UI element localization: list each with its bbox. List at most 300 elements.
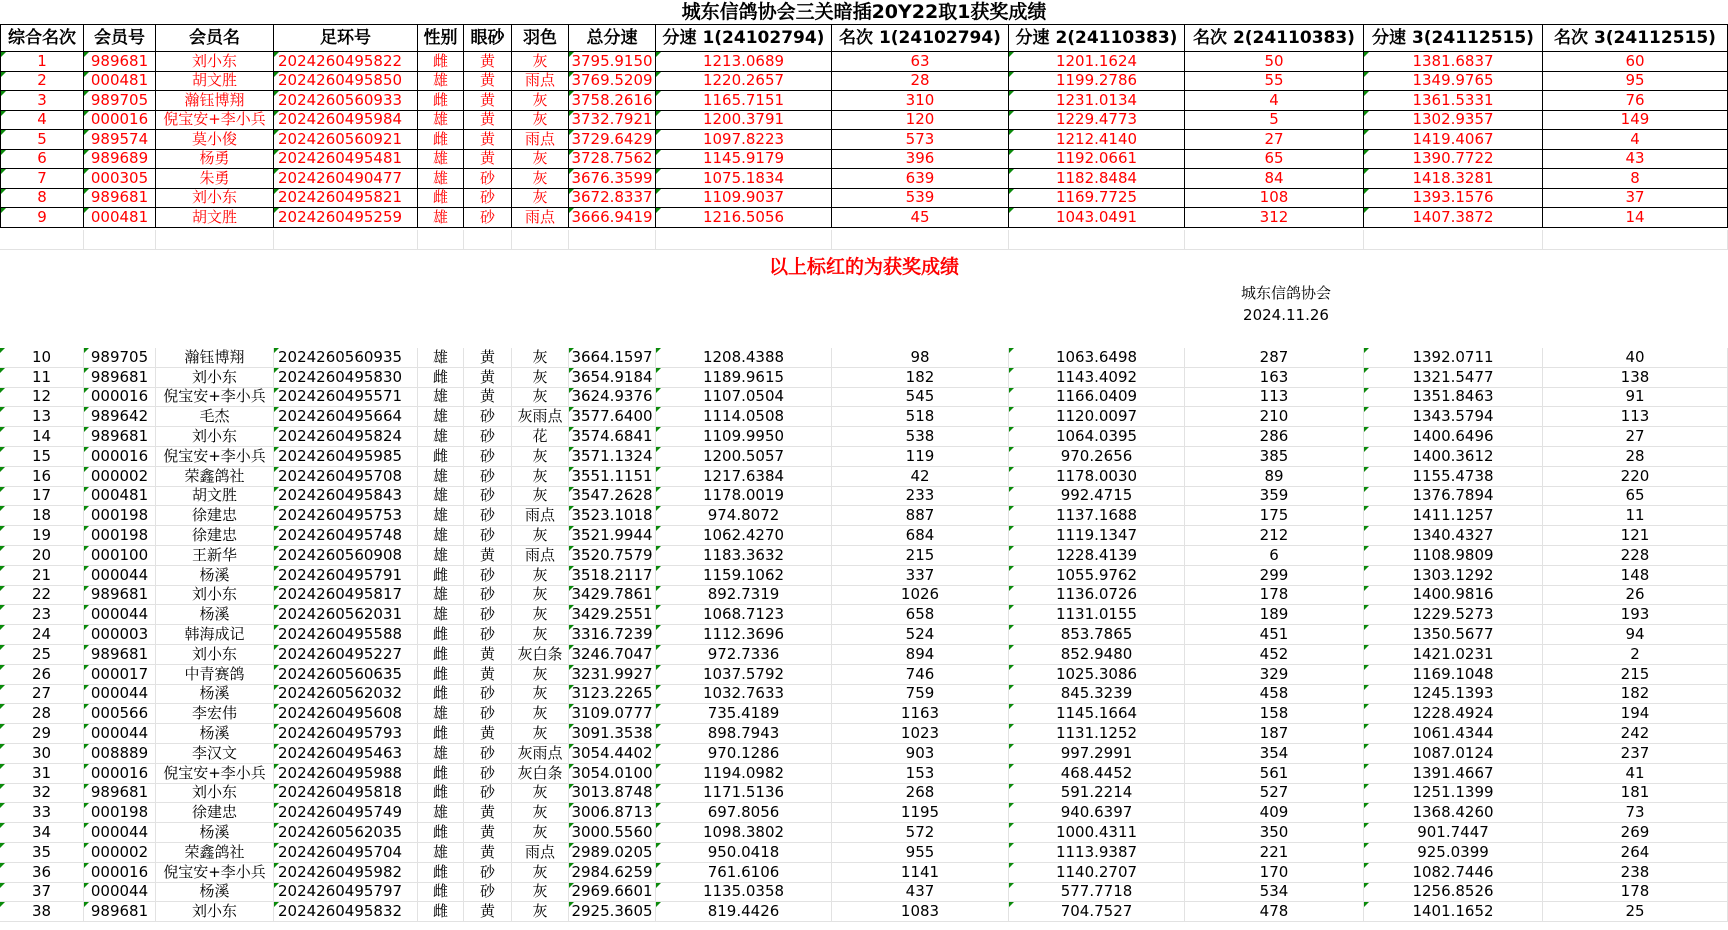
rank-1-cell[interactable]: 28 bbox=[832, 72, 1009, 92]
member-id-cell[interactable]: 000305 bbox=[84, 169, 156, 189]
rank-1-cell[interactable]: 310 bbox=[832, 91, 1009, 111]
rank-3-cell[interactable]: 193 bbox=[1543, 605, 1728, 625]
rank-1-cell[interactable]: 955 bbox=[832, 843, 1009, 863]
rank-1-cell[interactable]: 98 bbox=[832, 348, 1009, 368]
member-id-cell[interactable]: 000002 bbox=[84, 843, 156, 863]
total-speed-cell[interactable]: 3006.8713 bbox=[569, 803, 656, 823]
feather-color-cell[interactable]: 灰 bbox=[512, 724, 569, 744]
total-speed-cell[interactable]: 3676.3599 bbox=[569, 169, 656, 189]
feather-color-cell[interactable]: 雨点 bbox=[512, 72, 569, 92]
member-name-cell[interactable]: 李宏伟 bbox=[156, 704, 274, 724]
rank-1-cell[interactable]: 903 bbox=[832, 744, 1009, 764]
feather-color-cell[interactable]: 灰 bbox=[512, 823, 569, 843]
sex-cell[interactable]: 雌 bbox=[418, 883, 464, 903]
ring-number-cell[interactable]: 2024260560935 bbox=[274, 348, 418, 368]
sex-header[interactable]: 性别 bbox=[418, 24, 464, 52]
ring-number-cell[interactable]: 2024260562031 bbox=[274, 605, 418, 625]
rank-1-cell[interactable]: 437 bbox=[832, 883, 1009, 903]
total-speed-cell[interactable]: 3758.2616 bbox=[569, 91, 656, 111]
overall-rank-cell[interactable]: 17 bbox=[0, 487, 84, 507]
speed-1-cell[interactable]: 1032.7633 bbox=[656, 685, 832, 705]
member-name-cell[interactable]: 刘小东 bbox=[156, 645, 274, 665]
speed-1-cell[interactable]: 950.0418 bbox=[656, 843, 832, 863]
rank-2-cell[interactable]: 451 bbox=[1185, 625, 1364, 645]
sex-cell[interactable]: 雌 bbox=[418, 566, 464, 586]
eye-cell[interactable]: 黄 bbox=[464, 803, 512, 823]
empty-cell[interactable] bbox=[274, 230, 418, 250]
speed-3-cell[interactable]: 1418.3281 bbox=[1364, 169, 1543, 189]
member-name-cell[interactable]: 瀚钰博翔 bbox=[156, 348, 274, 368]
rank-1-cell[interactable]: 658 bbox=[832, 605, 1009, 625]
speed-2-cell[interactable]: 1131.0155 bbox=[1009, 605, 1185, 625]
eye-cell[interactable]: 砂 bbox=[464, 566, 512, 586]
total-speed-cell[interactable]: 2989.0205 bbox=[569, 843, 656, 863]
overall-rank-cell[interactable]: 22 bbox=[0, 586, 84, 606]
speed-2-cell[interactable]: 704.7527 bbox=[1009, 902, 1185, 922]
rank-2-cell[interactable]: 27 bbox=[1185, 130, 1364, 150]
sex-cell[interactable]: 雌 bbox=[418, 764, 464, 784]
total-speed-cell[interactable]: 3000.5560 bbox=[569, 823, 656, 843]
overall-rank-cell[interactable]: 37 bbox=[0, 883, 84, 903]
rank-3-cell[interactable]: 269 bbox=[1543, 823, 1728, 843]
ring-number-cell[interactable]: 2024260495463 bbox=[274, 744, 418, 764]
speed-2-cell[interactable]: 1228.4139 bbox=[1009, 546, 1185, 566]
overall-rank-cell[interactable]: 6 bbox=[0, 150, 84, 170]
speed-3-cell[interactable]: 1381.6837 bbox=[1364, 52, 1543, 72]
speed-1-cell[interactable]: 1068.7123 bbox=[656, 605, 832, 625]
eye-cell[interactable]: 黄 bbox=[464, 130, 512, 150]
speed-2-cell[interactable]: 1199.2786 bbox=[1009, 72, 1185, 92]
speed-2-cell[interactable]: 1000.4311 bbox=[1009, 823, 1185, 843]
rank-2-cell[interactable]: 385 bbox=[1185, 447, 1364, 467]
sex-cell[interactable]: 雌 bbox=[418, 902, 464, 922]
sex-cell[interactable]: 雄 bbox=[418, 169, 464, 189]
ring-number-cell[interactable]: 2024260560908 bbox=[274, 546, 418, 566]
member-id-cell[interactable]: 989681 bbox=[84, 902, 156, 922]
speed-3-cell[interactable]: 1349.9765 bbox=[1364, 72, 1543, 92]
rank-3-cell[interactable]: 181 bbox=[1543, 784, 1728, 804]
rank-1-cell[interactable]: 539 bbox=[832, 189, 1009, 209]
speed-1-cell[interactable]: 1114.0508 bbox=[656, 407, 832, 427]
total-speed-cell[interactable]: 2969.6601 bbox=[569, 883, 656, 903]
speed-1-cell[interactable]: 1112.3696 bbox=[656, 625, 832, 645]
speed-3-cell[interactable]: 1400.6496 bbox=[1364, 427, 1543, 447]
rank-2-cell[interactable]: 113 bbox=[1185, 388, 1364, 408]
rank-1-cell[interactable]: 887 bbox=[832, 506, 1009, 526]
ring-number-cell[interactable]: 2024260495850 bbox=[274, 72, 418, 92]
total-speed-cell[interactable]: 3013.8748 bbox=[569, 784, 656, 804]
member-name-cell[interactable]: 荣鑫鸽社 bbox=[156, 467, 274, 487]
overall-rank-cell[interactable]: 10 bbox=[0, 348, 84, 368]
rank-1-cell[interactable]: 120 bbox=[832, 111, 1009, 131]
rank-2-cell[interactable]: 6 bbox=[1185, 546, 1364, 566]
speed-3-cell[interactable]: 1400.3612 bbox=[1364, 447, 1543, 467]
speed-3-cell[interactable]: 1155.4738 bbox=[1364, 467, 1543, 487]
member-id-cell[interactable]: 000481 bbox=[84, 72, 156, 92]
member-id-cell[interactable]: 000044 bbox=[84, 883, 156, 903]
ring-number-cell[interactable]: 2024260495664 bbox=[274, 407, 418, 427]
rank-2-cell[interactable]: 210 bbox=[1185, 407, 1364, 427]
member-id-cell[interactable]: 000002 bbox=[84, 467, 156, 487]
feather-color-cell[interactable]: 雨点 bbox=[512, 208, 569, 228]
member-id-cell[interactable]: 000016 bbox=[84, 764, 156, 784]
member-name-cell[interactable]: 刘小东 bbox=[156, 368, 274, 388]
rank-3-cell[interactable]: 215 bbox=[1543, 665, 1728, 685]
sex-cell[interactable]: 雌 bbox=[418, 130, 464, 150]
rank-1-cell[interactable]: 119 bbox=[832, 447, 1009, 467]
speed-2-cell[interactable]: 1025.3086 bbox=[1009, 665, 1185, 685]
rank-3-cell[interactable]: 73 bbox=[1543, 803, 1728, 823]
rank-1-cell[interactable]: 684 bbox=[832, 526, 1009, 546]
feather-color-cell[interactable]: 灰 bbox=[512, 91, 569, 111]
rank-3-cell[interactable]: 238 bbox=[1543, 863, 1728, 883]
ring-number-cell[interactable]: 2024260495753 bbox=[274, 506, 418, 526]
rank-2-cell[interactable]: 286 bbox=[1185, 427, 1364, 447]
eye-cell[interactable]: 砂 bbox=[464, 586, 512, 606]
member-id-cell[interactable]: 989705 bbox=[84, 91, 156, 111]
rank-1-header[interactable]: 名次 1(24102794) bbox=[832, 24, 1009, 52]
speed-1-cell[interactable]: 1200.5057 bbox=[656, 447, 832, 467]
overall-rank-cell[interactable]: 28 bbox=[0, 704, 84, 724]
member-id-cell[interactable]: 000198 bbox=[84, 526, 156, 546]
speed-1-cell[interactable]: 1200.3791 bbox=[656, 111, 832, 131]
eye-cell[interactable]: 黄 bbox=[464, 388, 512, 408]
eye-cell[interactable]: 砂 bbox=[464, 487, 512, 507]
empty-cell[interactable] bbox=[1185, 230, 1364, 250]
member-name-cell[interactable]: 倪宝安+李小兵 bbox=[156, 447, 274, 467]
rank-2-cell[interactable]: 478 bbox=[1185, 902, 1364, 922]
rank-3-cell[interactable]: 91 bbox=[1543, 388, 1728, 408]
rank-3-cell[interactable]: 148 bbox=[1543, 566, 1728, 586]
total-speed-cell[interactable]: 3732.7921 bbox=[569, 111, 656, 131]
eye-cell[interactable]: 砂 bbox=[464, 863, 512, 883]
ring-number-cell[interactable]: 2024260562032 bbox=[274, 685, 418, 705]
eye-cell[interactable]: 砂 bbox=[464, 704, 512, 724]
speed-3-cell[interactable]: 1407.3872 bbox=[1364, 208, 1543, 228]
speed-1-cell[interactable]: 1183.3632 bbox=[656, 546, 832, 566]
speed-3-cell[interactable]: 901.7447 bbox=[1364, 823, 1543, 843]
speed-3-cell[interactable]: 1368.4260 bbox=[1364, 803, 1543, 823]
feather-color-cell[interactable]: 灰 bbox=[512, 368, 569, 388]
speed-2-cell[interactable]: 1182.8484 bbox=[1009, 169, 1185, 189]
rank-3-cell[interactable]: 43 bbox=[1543, 150, 1728, 170]
member-name-cell[interactable]: 杨溪 bbox=[156, 605, 274, 625]
empty-cell[interactable] bbox=[464, 230, 512, 250]
rank-3-cell[interactable]: 28 bbox=[1543, 447, 1728, 467]
speed-1-cell[interactable]: 697.8056 bbox=[656, 803, 832, 823]
member-id-cell[interactable]: 000044 bbox=[84, 566, 156, 586]
ring-number-cell[interactable]: 2024260560635 bbox=[274, 665, 418, 685]
member-name-cell[interactable]: 韩海成记 bbox=[156, 625, 274, 645]
eye-cell[interactable]: 黄 bbox=[464, 902, 512, 922]
total-speed-cell[interactable]: 2984.6259 bbox=[569, 863, 656, 883]
rank-3-cell[interactable]: 27 bbox=[1543, 427, 1728, 447]
member-name-cell[interactable]: 刘小东 bbox=[156, 189, 274, 209]
feather-color-cell[interactable]: 灰 bbox=[512, 665, 569, 685]
rank-3-cell[interactable]: 237 bbox=[1543, 744, 1728, 764]
rank-2-cell[interactable]: 359 bbox=[1185, 487, 1364, 507]
rank-3-cell[interactable]: 4 bbox=[1543, 130, 1728, 150]
member-id-cell[interactable]: 000044 bbox=[84, 685, 156, 705]
speed-2-cell[interactable]: 1119.1347 bbox=[1009, 526, 1185, 546]
member-name-cell[interactable]: 李汉文 bbox=[156, 744, 274, 764]
rank-2-cell[interactable]: 312 bbox=[1185, 208, 1364, 228]
sex-cell[interactable]: 雄 bbox=[418, 605, 464, 625]
speed-1-cell[interactable]: 1178.0019 bbox=[656, 487, 832, 507]
speed-2-cell[interactable]: 468.4452 bbox=[1009, 764, 1185, 784]
feather-color-cell[interactable]: 灰 bbox=[512, 487, 569, 507]
empty-cell[interactable] bbox=[0, 230, 84, 250]
sex-cell[interactable]: 雄 bbox=[418, 208, 464, 228]
sex-cell[interactable]: 雄 bbox=[418, 72, 464, 92]
overall-rank-header[interactable]: 综合名次 bbox=[0, 24, 84, 52]
speed-1-cell[interactable]: 1189.9615 bbox=[656, 368, 832, 388]
total-speed-cell[interactable]: 3521.9944 bbox=[569, 526, 656, 546]
member-name-cell[interactable]: 毛杰 bbox=[156, 407, 274, 427]
speed-1-cell[interactable]: 1037.5792 bbox=[656, 665, 832, 685]
speed-1-cell[interactable]: 1109.9950 bbox=[656, 427, 832, 447]
rank-3-cell[interactable]: 14 bbox=[1543, 208, 1728, 228]
eye-cell[interactable]: 黄 bbox=[464, 645, 512, 665]
rank-3-cell[interactable]: 121 bbox=[1543, 526, 1728, 546]
rank-1-cell[interactable]: 337 bbox=[832, 566, 1009, 586]
feather-color-cell[interactable]: 灰 bbox=[512, 902, 569, 922]
rank-2-cell[interactable]: 561 bbox=[1185, 764, 1364, 784]
rank-1-cell[interactable]: 1141 bbox=[832, 863, 1009, 883]
ring-number-cell[interactable]: 2024260495821 bbox=[274, 189, 418, 209]
empty-cell[interactable] bbox=[84, 230, 156, 250]
rank-1-cell[interactable]: 639 bbox=[832, 169, 1009, 189]
overall-rank-cell[interactable]: 31 bbox=[0, 764, 84, 784]
member-id-cell[interactable]: 989705 bbox=[84, 348, 156, 368]
overall-rank-cell[interactable]: 35 bbox=[0, 843, 84, 863]
sex-cell[interactable]: 雌 bbox=[418, 91, 464, 111]
eye-cell[interactable]: 黄 bbox=[464, 724, 512, 744]
rank-1-cell[interactable]: 63 bbox=[832, 52, 1009, 72]
member-name-cell[interactable]: 徐建忠 bbox=[156, 803, 274, 823]
eye-cell[interactable]: 砂 bbox=[464, 883, 512, 903]
total-speed-cell[interactable]: 3231.9927 bbox=[569, 665, 656, 685]
rank-2-cell[interactable]: 189 bbox=[1185, 605, 1364, 625]
feather-color-cell[interactable]: 灰 bbox=[512, 52, 569, 72]
sex-cell[interactable]: 雌 bbox=[418, 863, 464, 883]
rank-1-cell[interactable]: 182 bbox=[832, 368, 1009, 388]
overall-rank-cell[interactable]: 12 bbox=[0, 388, 84, 408]
member-name-cell[interactable]: 徐建忠 bbox=[156, 526, 274, 546]
overall-rank-cell[interactable]: 23 bbox=[0, 605, 84, 625]
member-name-cell[interactable]: 朱勇 bbox=[156, 169, 274, 189]
sex-cell[interactable]: 雄 bbox=[418, 348, 464, 368]
total-speed-cell[interactable]: 3123.2265 bbox=[569, 685, 656, 705]
rank-1-cell[interactable]: 153 bbox=[832, 764, 1009, 784]
eye-cell[interactable]: 黄 bbox=[464, 91, 512, 111]
speed-2-cell[interactable]: 1212.4140 bbox=[1009, 130, 1185, 150]
member-id-cell[interactable]: 000017 bbox=[84, 665, 156, 685]
total-speed-cell[interactable]: 3109.0777 bbox=[569, 704, 656, 724]
member-id-cell[interactable]: 989681 bbox=[84, 189, 156, 209]
speed-3-cell[interactable]: 1061.4344 bbox=[1364, 724, 1543, 744]
sex-cell[interactable]: 雄 bbox=[418, 843, 464, 863]
speed-1-cell[interactable]: 1220.2657 bbox=[656, 72, 832, 92]
member-id-cell[interactable]: 008889 bbox=[84, 744, 156, 764]
member-id-cell[interactable]: 000481 bbox=[84, 487, 156, 507]
eye-cell[interactable]: 黄 bbox=[464, 111, 512, 131]
member-id-cell[interactable]: 000198 bbox=[84, 803, 156, 823]
empty-cell[interactable] bbox=[1009, 230, 1185, 250]
sex-cell[interactable]: 雌 bbox=[418, 368, 464, 388]
rank-1-cell[interactable]: 759 bbox=[832, 685, 1009, 705]
speed-1-cell[interactable]: 1109.9037 bbox=[656, 189, 832, 209]
speed-3-cell[interactable]: 1361.5331 bbox=[1364, 91, 1543, 111]
feather-color-cell[interactable]: 灰 bbox=[512, 348, 569, 368]
speed-3-cell[interactable]: 1400.9816 bbox=[1364, 586, 1543, 606]
feather-color-cell[interactable]: 灰雨点 bbox=[512, 407, 569, 427]
speed-3-cell[interactable]: 1251.1399 bbox=[1364, 784, 1543, 804]
overall-rank-cell[interactable]: 38 bbox=[0, 902, 84, 922]
total-speed-cell[interactable]: 3246.7047 bbox=[569, 645, 656, 665]
member-name-cell[interactable]: 倪宝安+李小兵 bbox=[156, 863, 274, 883]
speed-2-cell[interactable]: 1143.4092 bbox=[1009, 368, 1185, 388]
eye-cell[interactable]: 砂 bbox=[464, 625, 512, 645]
member-id-cell[interactable]: 000016 bbox=[84, 863, 156, 883]
speed-2-cell[interactable]: 577.7718 bbox=[1009, 883, 1185, 903]
rank-2-cell[interactable]: 4 bbox=[1185, 91, 1364, 111]
rank-2-cell[interactable]: 175 bbox=[1185, 506, 1364, 526]
member-id-cell[interactable]: 989681 bbox=[84, 52, 156, 72]
overall-rank-cell[interactable]: 34 bbox=[0, 823, 84, 843]
eye-cell[interactable]: 黄 bbox=[464, 150, 512, 170]
ring-number-cell[interactable]: 2024260495984 bbox=[274, 111, 418, 131]
eye-cell[interactable]: 砂 bbox=[464, 427, 512, 447]
overall-rank-cell[interactable]: 5 bbox=[0, 130, 84, 150]
member-id-cell[interactable]: 000100 bbox=[84, 546, 156, 566]
total-speed-cell[interactable]: 3316.7239 bbox=[569, 625, 656, 645]
feather-color-cell[interactable]: 灰 bbox=[512, 704, 569, 724]
member-name-cell[interactable]: 杨溪 bbox=[156, 823, 274, 843]
member-name-cell[interactable]: 胡文胜 bbox=[156, 487, 274, 507]
speed-2-cell[interactable]: 997.2991 bbox=[1009, 744, 1185, 764]
overall-rank-cell[interactable]: 18 bbox=[0, 506, 84, 526]
speed-2-cell[interactable]: 591.2214 bbox=[1009, 784, 1185, 804]
speed-1-cell[interactable]: 974.8072 bbox=[656, 506, 832, 526]
rank-2-cell[interactable]: 221 bbox=[1185, 843, 1364, 863]
rank-2-cell[interactable]: 329 bbox=[1185, 665, 1364, 685]
ring-number-cell[interactable]: 2024260495793 bbox=[274, 724, 418, 744]
sex-cell[interactable]: 雌 bbox=[418, 645, 464, 665]
speed-1-cell[interactable]: 1208.4388 bbox=[656, 348, 832, 368]
speed-1-cell[interactable]: 761.6106 bbox=[656, 863, 832, 883]
ring-number-cell[interactable]: 2024260495708 bbox=[274, 467, 418, 487]
rank-3-cell[interactable]: 37 bbox=[1543, 189, 1728, 209]
speed-3-cell[interactable]: 1350.5677 bbox=[1364, 625, 1543, 645]
member-name-cell[interactable]: 刘小东 bbox=[156, 586, 274, 606]
feather-color-cell[interactable]: 灰雨点 bbox=[512, 744, 569, 764]
overall-rank-cell[interactable]: 1 bbox=[0, 52, 84, 72]
eye-cell[interactable]: 黄 bbox=[464, 72, 512, 92]
eye-cell[interactable]: 黄 bbox=[464, 368, 512, 388]
rank-1-cell[interactable]: 545 bbox=[832, 388, 1009, 408]
ring-number-cell[interactable]: 2024260495843 bbox=[274, 487, 418, 507]
eye-cell[interactable]: 砂 bbox=[464, 784, 512, 804]
ring-number-cell[interactable]: 2024260495259 bbox=[274, 208, 418, 228]
rank-2-cell[interactable]: 287 bbox=[1185, 348, 1364, 368]
rank-2-cell[interactable]: 108 bbox=[1185, 189, 1364, 209]
member-id-cell[interactable]: 989681 bbox=[84, 368, 156, 388]
feather-color-cell[interactable]: 灰 bbox=[512, 388, 569, 408]
member-name-cell[interactable]: 徐建忠 bbox=[156, 506, 274, 526]
rank-3-cell[interactable]: 264 bbox=[1543, 843, 1728, 863]
member-name-cell[interactable]: 倪宝安+李小兵 bbox=[156, 764, 274, 784]
rank-2-cell[interactable]: 458 bbox=[1185, 685, 1364, 705]
eye-cell[interactable]: 砂 bbox=[464, 208, 512, 228]
eye-cell[interactable]: 砂 bbox=[464, 407, 512, 427]
ring-number-cell[interactable]: 2024260495749 bbox=[274, 803, 418, 823]
speed-1-cell[interactable]: 1135.0358 bbox=[656, 883, 832, 903]
member-id-cell[interactable]: 989642 bbox=[84, 407, 156, 427]
speed-3-cell[interactable]: 1302.9357 bbox=[1364, 111, 1543, 131]
member-name-cell[interactable]: 胡文胜 bbox=[156, 208, 274, 228]
member-id-cell[interactable]: 989689 bbox=[84, 150, 156, 170]
speed-2-cell[interactable]: 1169.7725 bbox=[1009, 189, 1185, 209]
rank-3-header[interactable]: 名次 3(24112515) bbox=[1543, 24, 1728, 52]
speed-2-cell[interactable]: 852.9480 bbox=[1009, 645, 1185, 665]
member-name-cell[interactable]: 杨溪 bbox=[156, 685, 274, 705]
overall-rank-cell[interactable]: 33 bbox=[0, 803, 84, 823]
overall-rank-cell[interactable]: 19 bbox=[0, 526, 84, 546]
sex-cell[interactable]: 雌 bbox=[418, 665, 464, 685]
member-id-cell[interactable]: 000003 bbox=[84, 625, 156, 645]
speed-1-cell[interactable]: 1145.9179 bbox=[656, 150, 832, 170]
speed-2-cell[interactable]: 853.7865 bbox=[1009, 625, 1185, 645]
member-name-cell[interactable]: 杨溪 bbox=[156, 883, 274, 903]
empty-cell[interactable] bbox=[656, 230, 832, 250]
total-speed-cell[interactable]: 3547.2628 bbox=[569, 487, 656, 507]
speed-2-cell[interactable]: 1063.6498 bbox=[1009, 348, 1185, 368]
ring-number-cell[interactable]: 2024260495608 bbox=[274, 704, 418, 724]
rank-2-cell[interactable]: 527 bbox=[1185, 784, 1364, 804]
total-speed-cell[interactable]: 3654.9184 bbox=[569, 368, 656, 388]
overall-rank-cell[interactable]: 20 bbox=[0, 546, 84, 566]
rank-1-cell[interactable]: 45 bbox=[832, 208, 1009, 228]
sex-cell[interactable]: 雌 bbox=[418, 724, 464, 744]
overall-rank-cell[interactable]: 8 bbox=[0, 189, 84, 209]
member-id-cell[interactable]: 000044 bbox=[84, 724, 156, 744]
rank-1-cell[interactable]: 396 bbox=[832, 150, 1009, 170]
speed-1-cell[interactable]: 972.7336 bbox=[656, 645, 832, 665]
ring-number-cell[interactable]: 2024260562035 bbox=[274, 823, 418, 843]
total-speed-cell[interactable]: 3672.8337 bbox=[569, 189, 656, 209]
rank-3-cell[interactable]: 25 bbox=[1543, 902, 1728, 922]
eye-cell[interactable]: 黄 bbox=[464, 665, 512, 685]
member-name-cell[interactable]: 胡文胜 bbox=[156, 72, 274, 92]
speed-1-cell[interactable]: 1213.0689 bbox=[656, 52, 832, 72]
sex-cell[interactable]: 雄 bbox=[418, 506, 464, 526]
speed-3-cell[interactable]: 1169.1048 bbox=[1364, 665, 1543, 685]
rank-3-cell[interactable]: 26 bbox=[1543, 586, 1728, 606]
ring-number-cell[interactable]: 2024260560933 bbox=[274, 91, 418, 111]
feather-color-cell[interactable]: 灰 bbox=[512, 685, 569, 705]
rank-3-cell[interactable]: 41 bbox=[1543, 764, 1728, 784]
sex-cell[interactable]: 雌 bbox=[418, 685, 464, 705]
speed-1-cell[interactable]: 898.7943 bbox=[656, 724, 832, 744]
rank-1-cell[interactable]: 573 bbox=[832, 130, 1009, 150]
rank-2-cell[interactable]: 89 bbox=[1185, 467, 1364, 487]
rank-3-cell[interactable]: 149 bbox=[1543, 111, 1728, 131]
speed-2-cell[interactable]: 992.4715 bbox=[1009, 487, 1185, 507]
feather-color-cell[interactable]: 灰 bbox=[512, 189, 569, 209]
member-name-cell[interactable]: 莫小俊 bbox=[156, 130, 274, 150]
eye-cell[interactable]: 黄 bbox=[464, 823, 512, 843]
